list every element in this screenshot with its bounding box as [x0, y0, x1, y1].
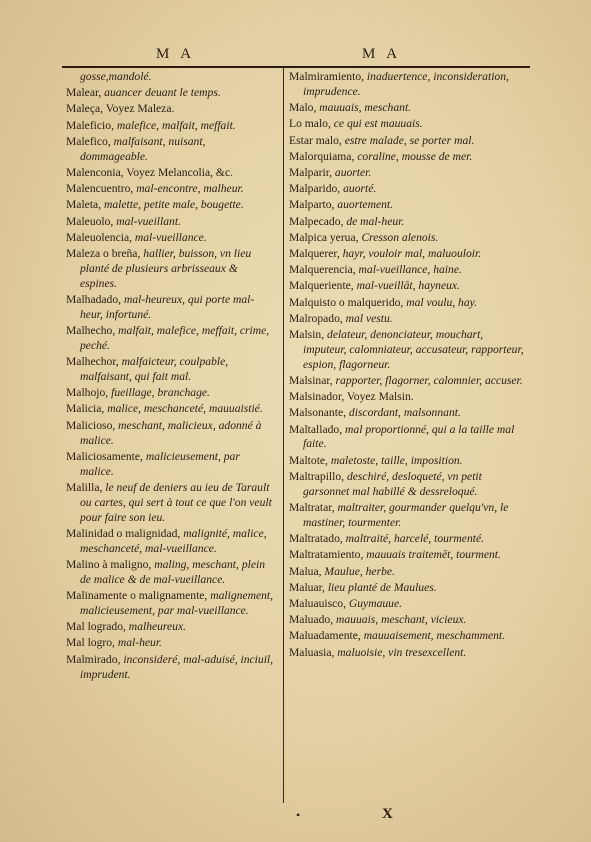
entry-translation: hallier, buisson, vn lieu planté de plusieurs arbrisseaux & espines. [80, 246, 252, 290]
entry-translation: mal vestu. [345, 311, 393, 325]
dictionary-entry [289, 454, 527, 469]
column-divider [283, 68, 284, 803]
entry-headword: Malparto, [289, 198, 338, 212]
entry-translation: maling, meschant, plein de malice & de mal-vueillance. [80, 558, 266, 586]
entry-translation: Cresson alenois. [361, 230, 439, 244]
dictionary-entry [289, 101, 527, 116]
entry-headword: Maluadamente, [289, 629, 364, 643]
entry-headword: Malpecado, [289, 214, 347, 228]
dictionary-entry [289, 501, 527, 531]
dictionary-entry [66, 135, 276, 165]
entry-headword: Malua, [289, 564, 325, 578]
dictionary-entry [289, 198, 527, 213]
dictionary-entry [289, 263, 527, 278]
entry-translation: inaduertence, inconsideration, imprudence. [303, 70, 509, 98]
dictionary-entry [66, 70, 276, 85]
entry-translation: mal voulu, hay. [406, 295, 478, 309]
entry-headword: Malefico, [66, 134, 114, 148]
entry-translation: malfaicteur, coulpable, malfaisant, qui fait mal. [80, 355, 229, 384]
entry-translation: maltraiter, gourmander quelqu'vn, le mastiner, tourmenter. [303, 501, 509, 529]
dictionary-entry [289, 629, 527, 644]
dictionary-entry [289, 565, 527, 580]
entry-translation: discordant, malsonnant. [348, 406, 461, 420]
entry-translation: malice, meschanceté, mauuaistié. [107, 402, 263, 416]
dictionary-entry [66, 527, 276, 557]
dictionary-entry [66, 231, 276, 246]
dictionary-entry [289, 406, 527, 421]
dictionary-entry [66, 450, 276, 480]
dictionary-entry [289, 597, 527, 612]
entry-headword: Malear, [66, 86, 105, 100]
dictionary-entry [289, 613, 527, 628]
entry-translation: estre malade, se porter mal. [344, 133, 475, 147]
entry-translation: mal-vueillance. [134, 230, 207, 244]
dictionary-entry [66, 355, 276, 385]
dictionary-entry [66, 247, 276, 292]
entry-headword: Malquisto o malquerido, [289, 295, 407, 309]
entry-translation: le neuf de deniers au ieu de Tarault ou cartes, qui sert à tout ce que l'on veult pour faire son ieu. [80, 480, 272, 524]
entry-headword: Malorquiama, [289, 149, 358, 163]
entry-headword: Malinamente o malignamente, [66, 589, 211, 603]
dictionary-entry [66, 198, 276, 213]
left-column [66, 70, 276, 684]
entry-headword: Estar malo, [289, 133, 345, 147]
entry-translation: de mal-heur. [346, 214, 405, 228]
entry-translation: mal proportionné, qui a la taille mal faite. [303, 422, 515, 451]
dictionary-entry [289, 581, 527, 596]
dictionary-entry [289, 117, 527, 132]
entry-translation: ce qui est mauuais. [333, 117, 423, 131]
entry-translation: mauuaisement, meschamment. [363, 629, 506, 643]
entry-translation: malfaisant, nuisant, dommageable. [80, 134, 206, 163]
entry-translation: malicieusement, par malice. [80, 449, 240, 478]
entry-translation: rapporter, flagorner, calomnier, accuser. [335, 373, 523, 387]
entry-translation: mal-heur. [117, 636, 162, 650]
dictionary-entry [289, 328, 527, 373]
entry-headword: Malropado, [289, 311, 346, 325]
entry-headword: Maluasia, [289, 645, 338, 659]
entry-headword: Malsonante, [289, 406, 349, 420]
entry-headword: Malquerencia, [289, 263, 359, 277]
dictionary-entry [289, 182, 527, 197]
entry-translation: auorter. [334, 165, 372, 179]
dictionary-entry [289, 296, 527, 311]
entry-translation: mauuais traitemēt, tourment. [366, 548, 501, 562]
dictionary-entry [289, 134, 527, 149]
entry-headword: Malparir, [289, 165, 335, 179]
entry-translation: mal-encontre, malheur. [136, 182, 244, 196]
entry-headword: Maleça, Voyez Maleza. [66, 102, 175, 116]
entry-headword: Maleuolo, [66, 214, 117, 228]
header-left-letters: M A [156, 46, 196, 62]
entry-headword: Maltratar, [289, 501, 338, 514]
entry-headword: Maltote, [289, 453, 331, 467]
entry-translation: maluoisie, vin tresexcellent. [337, 645, 467, 659]
entry-headword: Maleza o breña, [66, 246, 144, 260]
entry-translation: delateur, denonciateur, mouchart, imputeur, calomniateur, accusateur, rapporteur, espion, flagorneur. [303, 327, 524, 371]
entry-translation: inconsideré, mal-aduisé, inciuil, imprudent. [80, 652, 274, 681]
entry-headword: Malicioso, [66, 418, 119, 432]
entry-headword: Malino à maligno, [66, 558, 155, 572]
entry-headword: Maltratado, [289, 532, 346, 546]
entry-headword: Mal logrado, [66, 620, 129, 634]
entry-translation: hayr, vouloir mal, maluouloir. [342, 246, 482, 260]
dictionary-entry [289, 423, 527, 453]
header-right-letters: M A [362, 46, 402, 62]
dictionary-entry [289, 247, 527, 262]
dictionary-entry [66, 166, 276, 181]
entry-translation: maletoste, taille, imposition. [330, 453, 463, 467]
entry-translation: Maulue, herbe. [324, 564, 395, 578]
entry-headword: Malquerer, [289, 246, 343, 260]
entry-headword: Malicia, [66, 402, 108, 416]
entry-translation: malignité, malice, meschanceté, mal-vueillance. [80, 526, 267, 555]
dictionary-entry [289, 150, 527, 165]
dictionary-entry [289, 279, 527, 294]
entry-headword: Malhecho, [66, 324, 119, 338]
dictionary-entry [66, 324, 276, 354]
entry-translation: fueillage, branchage. [111, 386, 210, 400]
entry-translation: malette, petite male, bougette. [104, 198, 244, 212]
signature-mark: X [382, 806, 393, 822]
dictionary-entry [66, 653, 276, 683]
right-column [289, 70, 527, 662]
dictionary-entry [66, 182, 276, 197]
dictionary-entry [66, 293, 276, 323]
dictionary-entry [66, 558, 276, 588]
dictionary-entry [66, 215, 276, 230]
entry-translation: mal-vueillāt, hayneux. [356, 279, 460, 293]
entry-translation: gosse,mandolé. [80, 70, 152, 83]
dictionary-entry [289, 532, 527, 547]
dictionary-entry [289, 470, 527, 500]
entry-headword: Malencuentro, [66, 182, 137, 196]
entry-headword: Malhojo, [66, 386, 112, 400]
entry-translation: malefice, malfait, meffait. [116, 118, 236, 132]
entry-headword: Mal logro, [66, 636, 118, 650]
entry-headword: Malenconia, Voyez Melancolia, &c. [66, 165, 233, 179]
entry-headword: Malsin, [289, 327, 328, 341]
dictionary-entry [289, 312, 527, 327]
entry-translation: auancer deuant le temps. [104, 86, 221, 100]
entry-translation: lieu planté de Maulues. [327, 580, 437, 594]
dictionary-entry [289, 70, 527, 100]
entry-translation: meschant, malicieux, adonné à malice. [80, 418, 262, 447]
entry-headword: Maluar, [289, 580, 328, 594]
entry-translation: mauuais, meschant, vicieux. [336, 613, 467, 627]
dictionary-entry [289, 390, 527, 405]
entry-headword: Malmiramiento, [289, 70, 367, 83]
entry-headword: Malpica yerua, [289, 230, 362, 244]
dictionary-entry [66, 481, 276, 526]
entry-headword: Malsinar, [289, 373, 336, 387]
entry-headword: Malo, [289, 101, 320, 115]
dictionary-entry [289, 374, 527, 389]
page-footer [262, 806, 542, 826]
entry-headword: Malhechor, [66, 355, 122, 369]
entry-headword: Malsinador, Voyez Malsin. [289, 390, 414, 404]
entry-headword: Malinidad o malignidad, [66, 526, 184, 540]
entry-headword: Lo malo, [289, 117, 334, 131]
entry-headword: Malparido, [289, 182, 344, 196]
dictionary-entry [66, 419, 276, 449]
entry-translation: Guymauue. [348, 596, 403, 610]
entry-translation: maltraité, harcelé, tourmenté. [345, 532, 485, 546]
entry-headword: Malmirado, [66, 652, 124, 666]
dictionary-entry [289, 548, 527, 563]
entry-translation: coraline, mousse de mer. [357, 149, 473, 163]
entry-translation: auorté. [343, 182, 377, 196]
entry-translation: mal-vueillant. [116, 214, 181, 228]
dictionary-entry [289, 231, 527, 246]
entry-headword: Malilla, [66, 480, 106, 494]
entry-translation: mauuais, meschant. [319, 101, 412, 115]
dictionary-entry [66, 620, 276, 635]
dictionary-entry [289, 166, 527, 181]
entry-translation: auortement. [337, 198, 394, 212]
entry-translation: malfait, malefice, meffait, crime, peché. [80, 324, 270, 352]
entry-translation: mal-heureux, qui porte mal-heur, infortuné. [80, 292, 255, 321]
entry-headword: Maltratamiento, [289, 548, 367, 562]
entry-headword: Maluado, [289, 613, 337, 627]
page-header [62, 42, 530, 68]
entry-translation: deschiré, desloqueté, vn petit garsonnet mal habillé & dessreloqué. [303, 469, 482, 498]
dictionary-entry [66, 636, 276, 651]
dictionary-entry [66, 102, 276, 117]
entry-translation: malheureux. [128, 620, 186, 634]
entry-translation: malignement, malicieusement, par mal-vueillance. [80, 589, 274, 618]
entry-headword: Malqueriente, [289, 279, 357, 293]
entry-headword: Maltrapillo, [289, 469, 347, 483]
dictionary-entry [66, 589, 276, 619]
entry-headword: Maluauisco, [289, 596, 349, 610]
dictionary-entry [66, 402, 276, 417]
entry-headword: Malhadado, [66, 292, 124, 306]
entry-headword: Maleuolencia, [66, 230, 135, 244]
dictionary-entry [66, 86, 276, 101]
entry-headword: Maleta, [66, 198, 104, 212]
entry-headword: Maleficio, [66, 118, 117, 132]
entry-headword: Maltallado, [289, 422, 346, 436]
dictionary-entry [289, 646, 527, 661]
dictionary-entry [66, 119, 276, 134]
entry-translation: mal-vueillance, haine. [358, 263, 462, 277]
dictionary-entry [66, 386, 276, 401]
footer-dot: • [296, 808, 301, 822]
dictionary-entry [289, 215, 527, 230]
entry-headword: Maliciosamente, [66, 449, 146, 463]
